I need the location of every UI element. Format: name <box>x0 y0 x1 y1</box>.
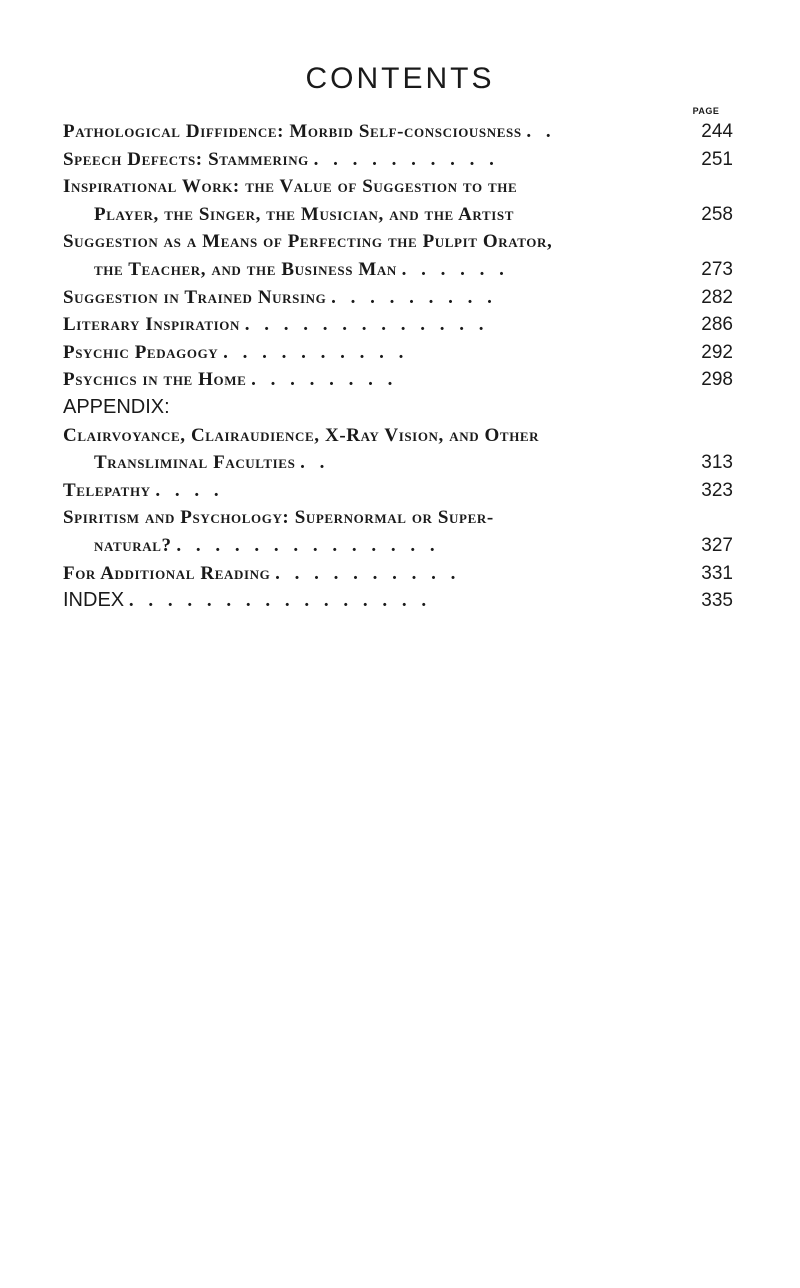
leader-dots: . . . . . . . . <box>251 369 398 391</box>
toc-entry-page: 273 <box>701 258 733 280</box>
toc-entry-title: Literary Inspiration <box>63 314 240 336</box>
leader-dots: . . . . . . . . . . . . . <box>244 314 489 336</box>
toc-entry-title: Clairvoyance, Clairaudience, X-Ray Vision, and Other <box>63 424 540 446</box>
toc-entry-page: 292 <box>701 341 733 363</box>
toc-entry[interactable] <box>63 422 739 450</box>
toc-entry-page: 327 <box>701 534 733 556</box>
leader-dots: . . . . . . <box>401 258 509 280</box>
toc-entry[interactable] <box>63 560 739 588</box>
toc-entry-continuation[interactable] <box>63 201 739 229</box>
toc-section-heading <box>63 394 739 422</box>
toc-entry-title: Suggestion in Trained Nursing <box>63 286 327 308</box>
leader-dots: . . . . . . . . . . . . . . <box>176 534 440 556</box>
toc-entry[interactable] <box>63 173 739 201</box>
index-entry-title: INDEX <box>63 589 125 612</box>
toc-entry-title: Psychics in the Home <box>63 369 247 391</box>
toc-entry[interactable] <box>63 311 739 339</box>
toc-entry[interactable] <box>63 587 739 615</box>
toc-entry-page: 244 <box>701 121 733 142</box>
leader-dots: . . . . <box>155 479 224 501</box>
toc-entry-title: Speech Defects: Stammering <box>63 148 309 170</box>
toc-entry[interactable] <box>63 118 739 146</box>
toc-entry-page: 331 <box>701 562 733 584</box>
leader-dots: . . <box>300 452 330 474</box>
toc-entry-continuation[interactable] <box>63 532 739 560</box>
toc-entry-title: Suggestion as a Means of Perfecting the Pulpit Orator, <box>63 231 553 253</box>
toc-entry-title: Inspirational Work: the Value of Suggestion to the <box>63 176 518 198</box>
toc-entry-continuation[interactable] <box>63 256 739 284</box>
toc-entry-title: Player, the Singer, the Musician, and the Artist <box>94 203 514 225</box>
toc-entry-title: natural? <box>94 534 172 556</box>
toc-entry-page: 251 <box>701 148 733 170</box>
toc-entry[interactable] <box>63 504 739 532</box>
toc-entry[interactable] <box>63 366 739 394</box>
toc-entry-page: 286 <box>701 314 733 336</box>
page-column-label: PAGE <box>692 106 720 116</box>
leader-dots: . . . . . . . . . . . . . . . . <box>128 590 432 612</box>
toc-entry-title: Pathological Diffidence: Morbid Self-consciousness <box>63 121 522 142</box>
toc-entry[interactable] <box>63 339 739 367</box>
toc-entry-page: 298 <box>701 369 733 391</box>
toc-entry-title: Spiritism and Psychology: Supernormal or Super- <box>63 507 494 529</box>
toc-entry-page: 313 <box>701 452 733 474</box>
toc-entry-page: 323 <box>701 479 733 501</box>
table-of-contents <box>63 118 739 615</box>
toc-entry[interactable] <box>63 146 739 174</box>
toc-entry-title: the Teacher, and the Business Man <box>94 258 397 280</box>
leader-dots: . . <box>526 121 556 142</box>
toc-entry-title: Telepathy <box>63 479 151 501</box>
leader-dots: . . . . . . . . . . <box>223 341 409 363</box>
toc-entry[interactable] <box>63 477 739 505</box>
toc-entry-title: Psychic Pedagogy <box>63 341 219 363</box>
toc-entry[interactable] <box>63 284 739 312</box>
contents-heading: CONTENTS <box>305 62 495 95</box>
toc-entry-page: 258 <box>701 203 733 225</box>
toc-entry-continuation[interactable] <box>63 449 739 477</box>
leader-dots: . . . . . . . . . . <box>275 562 461 584</box>
toc-entry-page: 282 <box>701 286 733 308</box>
toc-entry[interactable] <box>63 228 739 256</box>
toc-entry-title: For Additional Reading <box>63 562 271 584</box>
toc-entry-title: Transliminal Faculties <box>94 452 296 474</box>
leader-dots: . . . . . . . . . . <box>313 148 499 170</box>
leader-dots: . . . . . . . . . <box>331 286 497 308</box>
toc-entry-page: 335 <box>701 590 733 612</box>
appendix-heading: APPENDIX: <box>63 395 170 418</box>
